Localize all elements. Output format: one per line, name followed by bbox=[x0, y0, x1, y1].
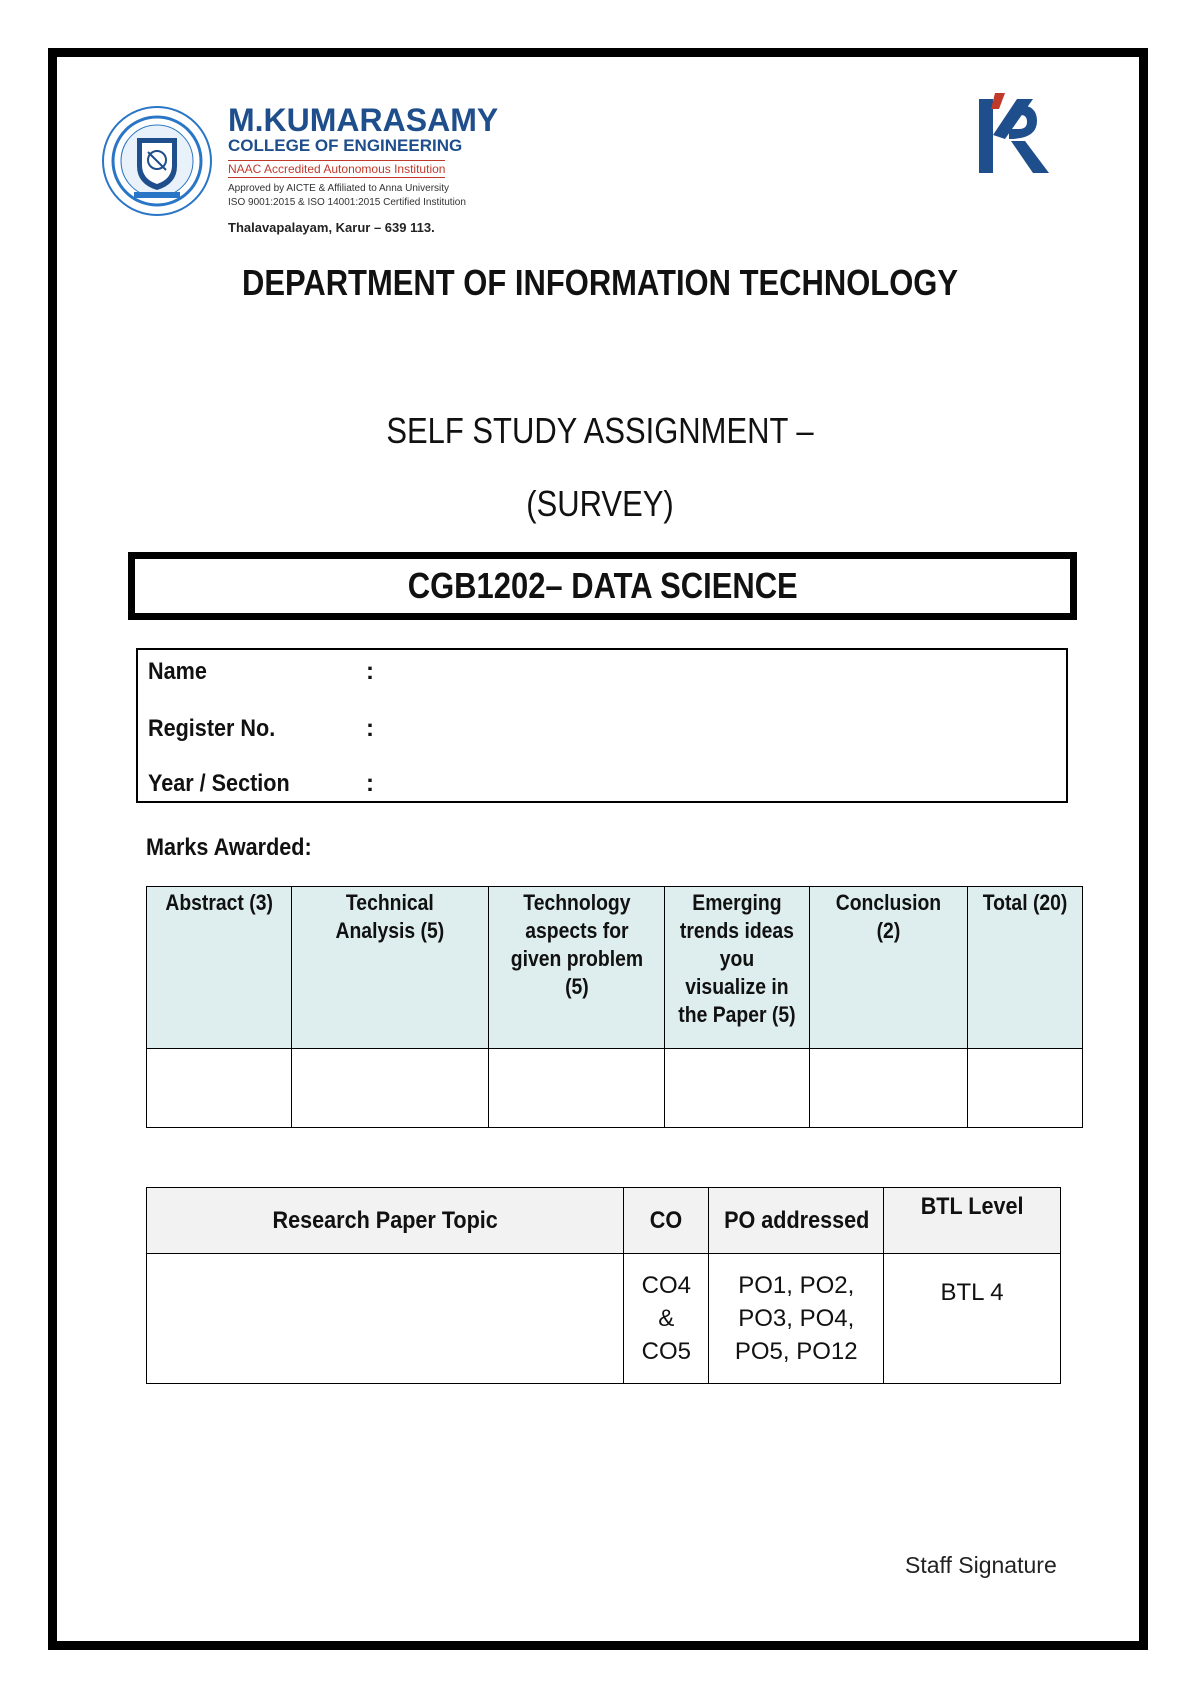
college-approved bbox=[228, 182, 466, 210]
topic-header-co: CO bbox=[624, 1188, 709, 1254]
marks-header-row bbox=[147, 887, 1083, 1049]
marks-cell-technical[interactable] bbox=[291, 1049, 488, 1128]
course-box bbox=[128, 552, 1077, 620]
name-label: Name bbox=[148, 658, 207, 685]
year-section-label: Year / Section bbox=[148, 770, 290, 797]
course-title: CGB1202– DATA SCIENCE bbox=[407, 565, 798, 606]
kr-logo-icon bbox=[975, 85, 1055, 180]
marks-header-technology: Technology aspects for given problem (5) bbox=[488, 887, 665, 1049]
college-subtitle: COLLEGE OF ENGINEERING bbox=[228, 136, 463, 155]
assignment-subtitle: (SURVEY) bbox=[526, 483, 674, 524]
topic-header-btl: BTL Level bbox=[884, 1188, 1061, 1254]
topic-table bbox=[146, 1187, 1061, 1384]
assignment-title: SELF STUDY ASSIGNMENT – bbox=[386, 410, 814, 451]
marks-header-technical: Technical Analysis (5) bbox=[291, 887, 488, 1049]
department-title: DEPARTMENT OF INFORMATION TECHNOLOGY bbox=[241, 262, 959, 303]
college-seal-icon bbox=[102, 106, 212, 216]
college-naac: NAAC Accredited Autonomous Institution bbox=[228, 162, 446, 176]
marks-cell-total[interactable] bbox=[968, 1049, 1083, 1128]
topic-cell-btl: BTL 4 bbox=[884, 1254, 1061, 1384]
marks-awarded-label: Marks Awarded: bbox=[146, 834, 312, 861]
topic-entry-row bbox=[147, 1254, 1061, 1384]
topic-header-topic: Research Paper Topic bbox=[147, 1188, 624, 1254]
marks-cell-technology[interactable] bbox=[488, 1049, 665, 1128]
marks-cell-abstract[interactable] bbox=[147, 1049, 292, 1128]
name-colon: : bbox=[366, 658, 374, 685]
year-section-colon: : bbox=[366, 770, 374, 797]
marks-header-emerging: Emerging trends ideas you visualize in the Paper (5) bbox=[665, 887, 810, 1049]
marks-cell-conclusion[interactable] bbox=[810, 1049, 968, 1128]
register-colon: : bbox=[366, 715, 374, 742]
topic-cell-co: CO4 & CO5 bbox=[624, 1254, 709, 1384]
college-name: M.KUMARASAMY bbox=[228, 102, 499, 138]
topic-cell-po: PO1, PO2, PO3, PO4, PO5, PO12 bbox=[709, 1254, 884, 1384]
approved-line-1: Approved by AICTE & Affiliated to Anna University bbox=[228, 183, 450, 194]
student-info-box bbox=[136, 648, 1068, 803]
topic-header-row bbox=[147, 1188, 1061, 1254]
marks-header-conclusion: Conclusion (2) bbox=[810, 887, 968, 1049]
marks-header-total: Total (20) bbox=[968, 887, 1083, 1049]
topic-cell-topic[interactable] bbox=[147, 1254, 624, 1384]
college-address: Thalavapalayam, Karur – 639 113. bbox=[228, 220, 435, 235]
marks-header-abstract: Abstract (3) bbox=[147, 887, 292, 1049]
marks-entry-row bbox=[147, 1049, 1083, 1128]
approved-line-2: ISO 9001:2015 & ISO 14001:2015 Certified Institution bbox=[228, 197, 466, 208]
staff-signature: Staff Signature bbox=[905, 1552, 1057, 1578]
marks-cell-emerging[interactable] bbox=[665, 1049, 810, 1128]
marks-table bbox=[146, 886, 1083, 1128]
register-label: Register No. bbox=[148, 715, 276, 742]
topic-header-po: PO addressed bbox=[709, 1188, 884, 1254]
